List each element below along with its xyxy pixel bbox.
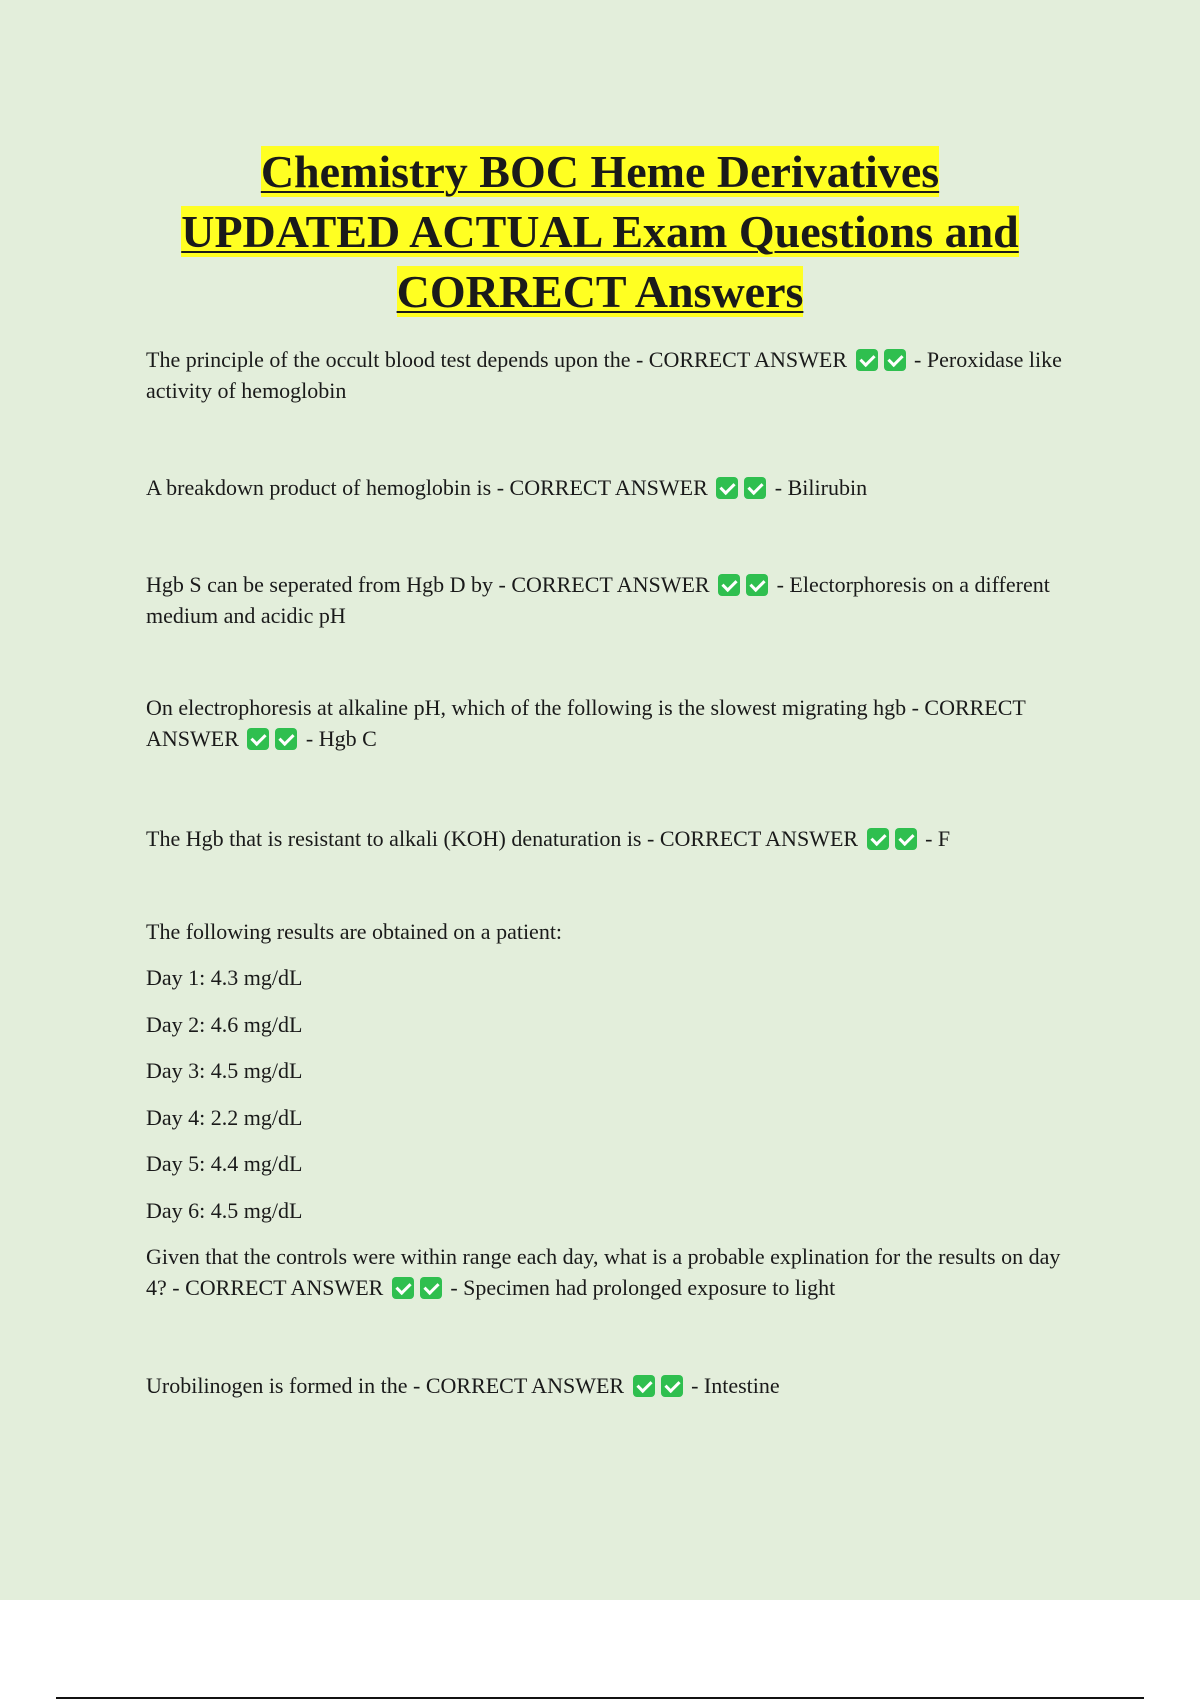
page-title [0, 142, 1200, 322]
check-mark-icon [867, 828, 889, 850]
title-line-1: Chemistry BOC Heme Derivatives [260, 146, 940, 197]
answer-text: - Hgb C [305, 726, 377, 751]
qa-item [146, 1370, 1086, 1401]
qa-item [146, 569, 1086, 631]
answer-text: - Electorphoresis on a different medium and acidic pH [146, 572, 1050, 628]
result-day-2: Day 2: 4.6 mg/dL [146, 1012, 303, 1037]
answer-text: - Intestine [691, 1373, 780, 1398]
title-line-2: UPDATED ACTUAL Exam Questions and [181, 206, 1019, 257]
question-text: The principle of the occult blood test depends upon the - CORRECT ANSWER [146, 347, 848, 372]
question-text: A breakdown product of hemoglobin is - CORRECT ANSWER [146, 475, 708, 500]
result-day-6: Day 6: 4.5 mg/dL [146, 1198, 303, 1223]
check-mark-icon [392, 1277, 414, 1299]
check-mark-icon [275, 728, 297, 750]
question-text: The Hgb that is resistant to alkali (KOH) denaturation is - CORRECT ANSWER [146, 826, 859, 851]
answer-text: - F [925, 826, 951, 851]
check-mark-icon [661, 1375, 683, 1397]
check-mark-icon [746, 574, 768, 596]
answer-text: - Bilirubin [774, 475, 868, 500]
question-text: Hgb S can be seperated from Hgb D by - CORRECT ANSWER [146, 572, 710, 597]
qa-item [146, 1241, 1086, 1303]
check-mark-icon [744, 477, 766, 499]
qa-item [146, 344, 1086, 406]
qa-item [146, 823, 1086, 854]
footer-divider [56, 1697, 1144, 1699]
results-intro: The following results are obtained on a patient: [146, 919, 563, 944]
qa-item [146, 692, 1086, 754]
result-day-5: Day 5: 4.4 mg/dL [146, 1151, 303, 1176]
check-mark-icon [633, 1375, 655, 1397]
result-day-3: Day 3: 4.5 mg/dL [146, 1058, 303, 1083]
question-text: Given that the controls were within range each day, what is a probable explination for the results on day 4? - CORRECT ANSWER [146, 1244, 1061, 1300]
check-mark-icon [716, 477, 738, 499]
result-day-4: Day 4: 2.2 mg/dL [146, 1105, 303, 1130]
title-line-3: CORRECT Answers [396, 266, 804, 317]
question-text: On electrophoresis at alkaline pH, which of the following is the slowest migrating hgb - CORRECT ANSWER [146, 695, 1026, 751]
result-day-1: Day 1: 4.3 mg/dL [146, 965, 303, 990]
check-mark-icon [856, 349, 878, 371]
check-mark-icon [420, 1277, 442, 1299]
answer-text: - Peroxidase like activity of hemoglobin [146, 347, 1062, 403]
check-mark-icon [247, 728, 269, 750]
question-text: Urobilinogen is formed in the - CORRECT ANSWER [146, 1373, 625, 1398]
check-mark-icon [884, 349, 906, 371]
check-mark-icon [895, 828, 917, 850]
check-mark-icon [718, 574, 740, 596]
qa-item [146, 472, 1086, 503]
answer-text: - Specimen had prolonged exposure to light [450, 1275, 836, 1300]
